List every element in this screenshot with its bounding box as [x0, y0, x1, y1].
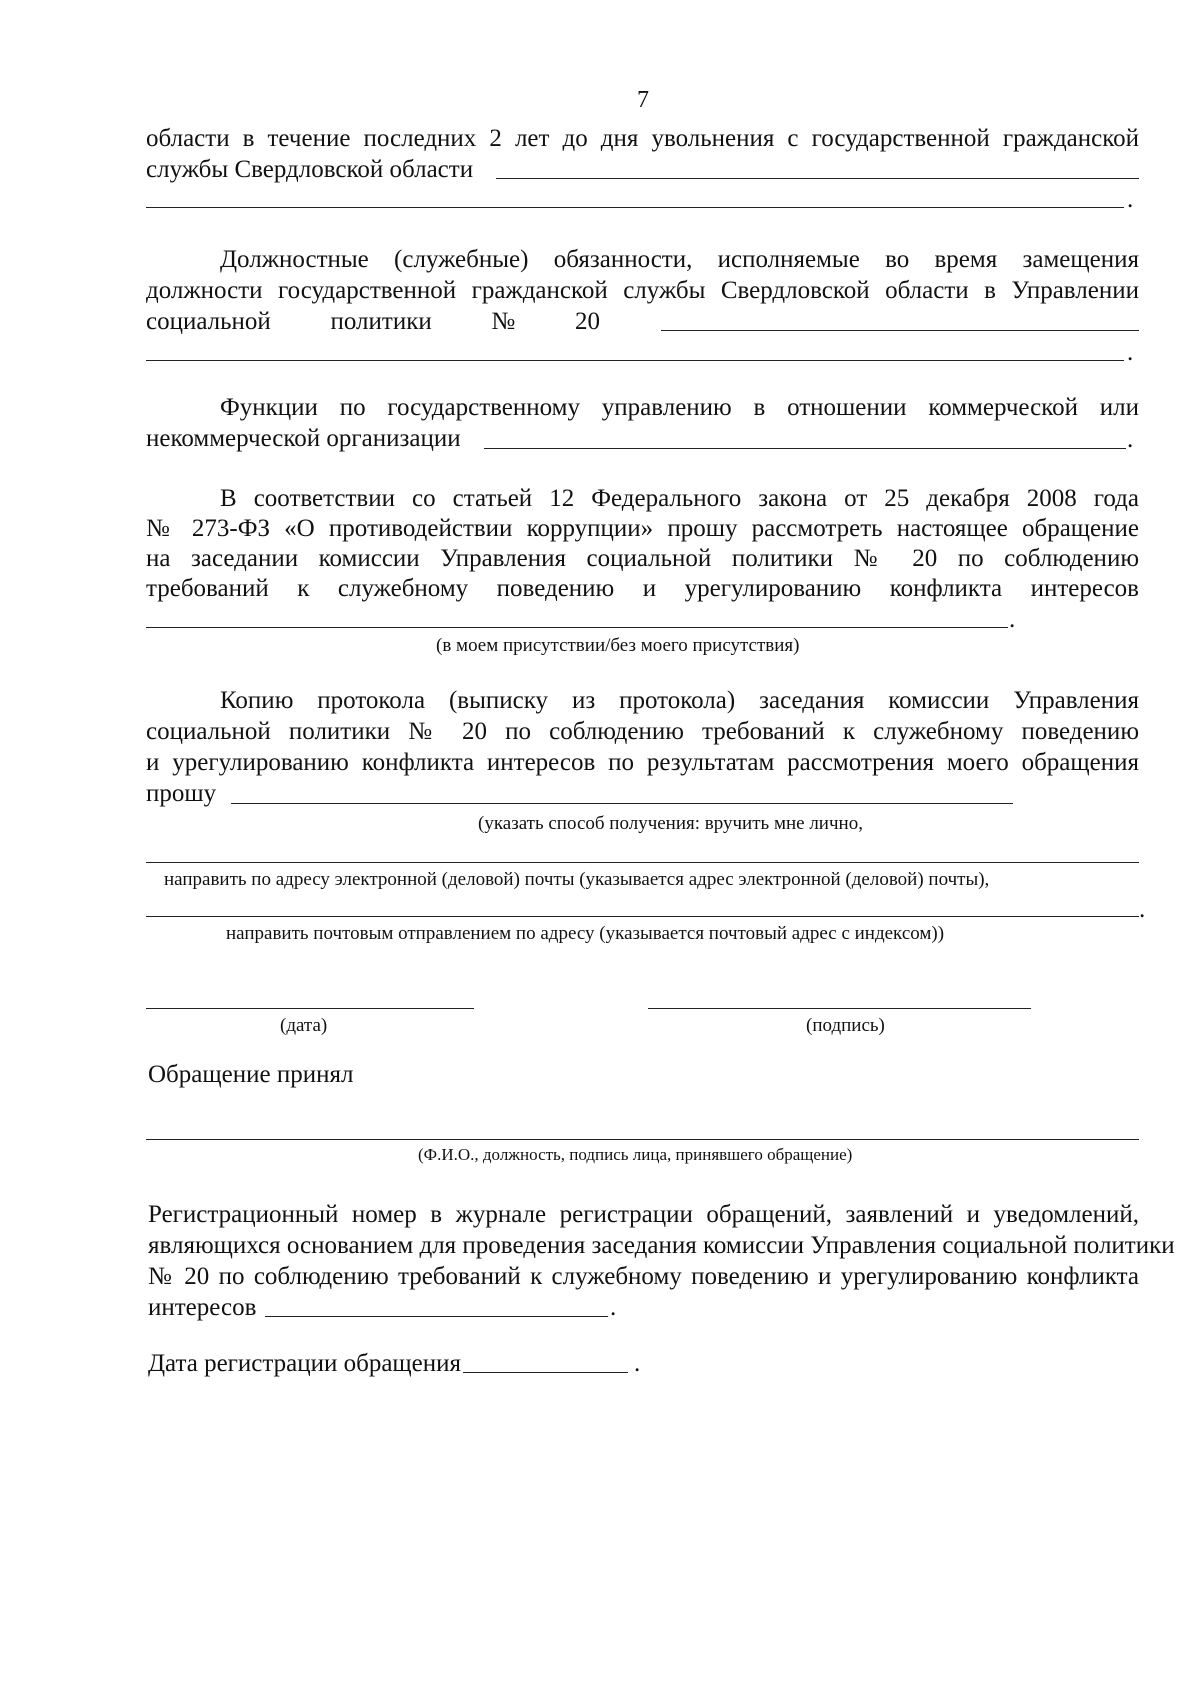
- registration-line4: интересов: [148, 1294, 257, 1321]
- registration-line3: № 20 по соблюдению требований к служебному поведению и урегулированию конфликта: [148, 1263, 1139, 1290]
- accepted-blank-line[interactable]: [146, 1139, 1139, 1140]
- block5-caption3: направить почтовым отправлением по адресу (указывается почтовый адрес с индексом)): [226, 923, 945, 944]
- block4-line1: В соответствии со статьей 12 Федерального закона от 25 декабря 2008 года: [220, 485, 1139, 512]
- registration-date-blank[interactable]: [463, 1372, 628, 1373]
- block4-line2: № 273-ФЗ «О противодействии коррупции» прошу рассмотреть настоящее обращение: [146, 515, 1139, 542]
- block1-line1: области в течение последних 2 лет до дня увольнения с государственной гражданской: [146, 125, 1139, 152]
- block2-blank-line1[interactable]: [661, 330, 1139, 331]
- block5-caption1: (указать способ получения: вручить мне лично,: [478, 813, 863, 834]
- block3-blank-line[interactable]: [484, 448, 1126, 449]
- block2-word-social: социальной: [146, 308, 271, 335]
- block4-caption: (в моем присутствии/без моего присутствия): [436, 635, 800, 656]
- block4-line3: на заседании комиссии Управления социальной политики № 20 по соблюдению: [146, 545, 1139, 572]
- block5-blank-line2[interactable]: [146, 862, 1139, 863]
- registration-date-period: .: [634, 1350, 641, 1377]
- block2-word-policy: политики: [330, 308, 432, 335]
- block4-period: .: [1009, 606, 1016, 633]
- date-caption: (дата): [280, 1015, 328, 1036]
- block5-caption2: направить по адресу электронной (деловой) почты (указывается адрес электронной (деловой) почты),: [164, 869, 990, 890]
- block2-period: .: [1127, 339, 1134, 366]
- block5-period: .: [1139, 896, 1146, 923]
- block1-blank-line2[interactable]: [146, 207, 1124, 208]
- block2-word-20: 20: [574, 308, 600, 335]
- block4-blank-line[interactable]: [146, 627, 1008, 628]
- signature-blank-line[interactable]: [648, 1008, 1031, 1009]
- block2-line2: должности государственной гражданской службы Свердловской области в Управлении: [146, 277, 1139, 304]
- block2-line3: [146, 307, 600, 337]
- page-number: 7: [637, 87, 649, 113]
- block5-blank-line1[interactable]: [231, 803, 1013, 804]
- block5-blank-line3[interactable]: [146, 916, 1139, 917]
- registration-line1: Регистрационный номер в журнале регистрации обращений, заявлений и уведомлений,: [148, 1201, 1139, 1228]
- block5-line1: Копию протокола (выписку из протокола) заседания комиссии Управления: [220, 687, 1139, 714]
- signature-caption: (подпись): [806, 1015, 885, 1036]
- registration-line2: являющихся основанием для проведения заседания комиссии Управления социальной политики: [148, 1232, 1175, 1259]
- block2-line1: Должностные (служебные) обязанности, исполняемые во время замещения: [220, 246, 1139, 273]
- registration-date-label: Дата регистрации обращения: [148, 1350, 462, 1377]
- accepted-caption: (Ф.И.О., должность, подпись лица, принявшего обращение): [418, 1145, 853, 1164]
- block5-line4: прошу: [146, 780, 217, 807]
- registration-period: .: [610, 1294, 617, 1321]
- block5-line3: и урегулированию конфликта интересов по результатам рассмотрения моего обращения: [146, 749, 1139, 776]
- block1-blank-line1[interactable]: [496, 178, 1139, 179]
- block2-word-number-sign: №: [491, 308, 516, 335]
- date-blank-line[interactable]: [146, 1008, 474, 1009]
- block3-period: .: [1127, 426, 1134, 453]
- block5-line2: социальной политики № 20 по соблюдению требований к служебному поведению: [146, 718, 1139, 745]
- block4-line4: требований к служебному поведению и урегулированию конфликта интересов: [146, 575, 1139, 602]
- block3-line1: Функции по государственному управлению в отношении коммерческой или: [220, 394, 1139, 421]
- block1-period: .: [1127, 186, 1134, 213]
- registration-number-blank[interactable]: [265, 1316, 608, 1317]
- accepted-label: Обращение принял: [148, 1061, 354, 1088]
- block1-line2: службы Свердловской области: [146, 156, 474, 183]
- block3-line2: некоммерческой организации: [146, 425, 461, 452]
- block2-blank-line2[interactable]: [146, 360, 1124, 361]
